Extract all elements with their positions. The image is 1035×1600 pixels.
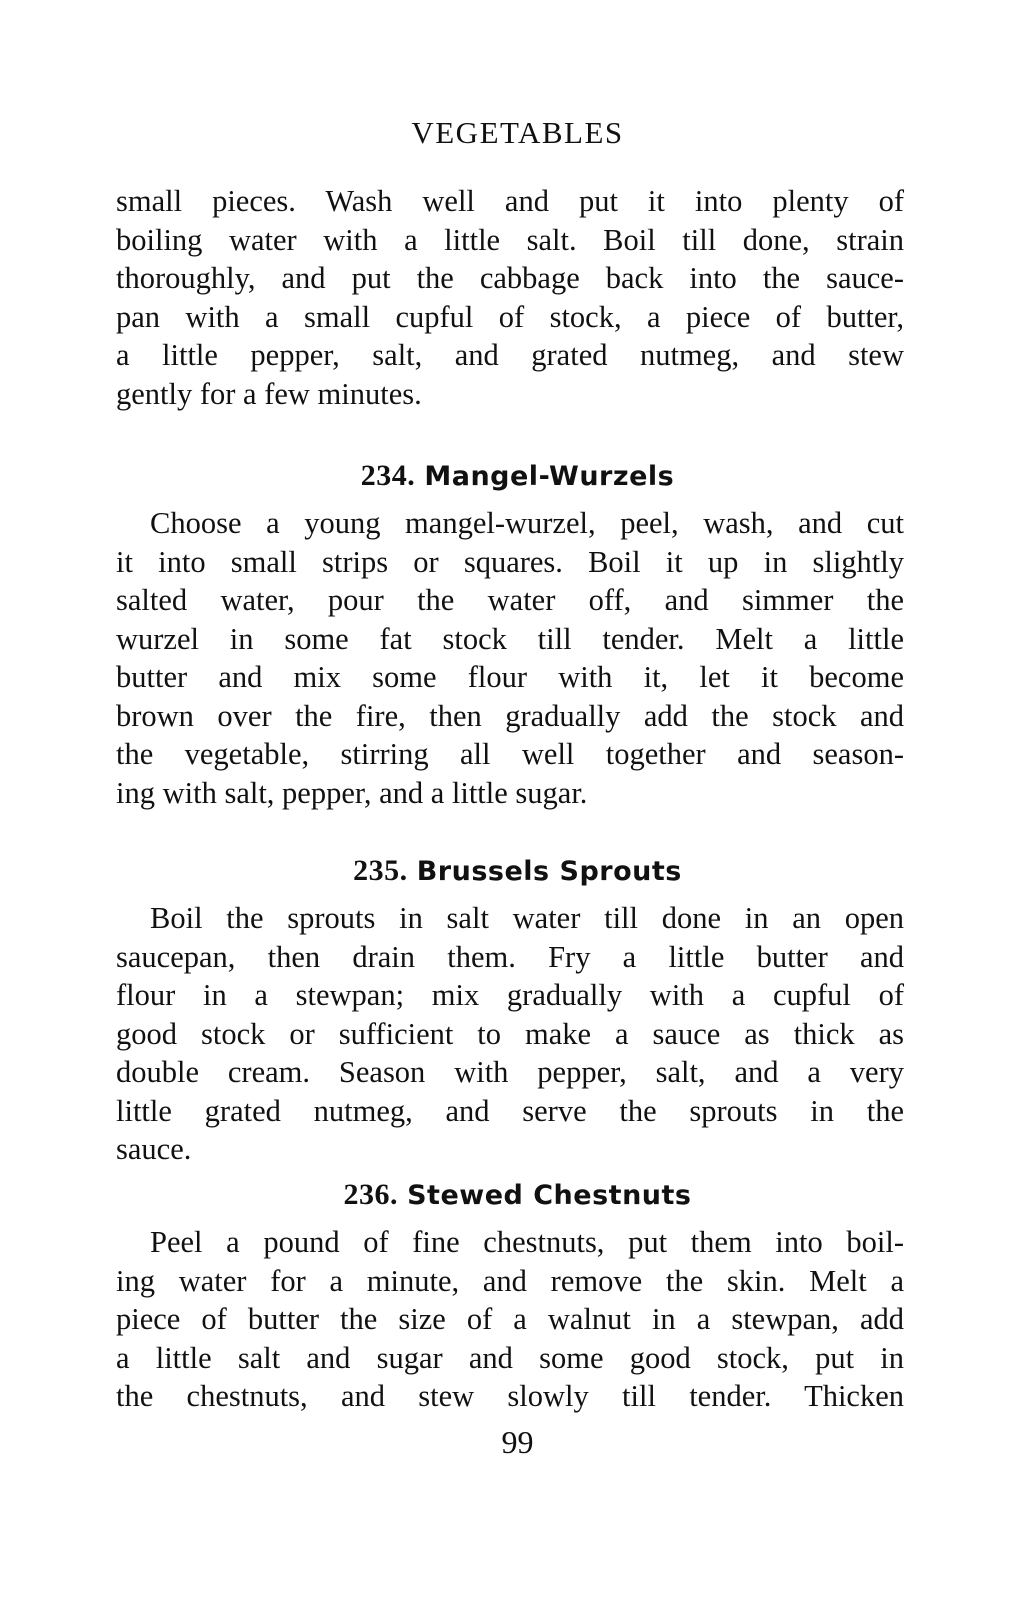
recipe-title: Stewed Chestnuts	[407, 1180, 692, 1211]
recipe-body-236	[116, 1223, 904, 1416]
text-line: Boil the sprouts in salt water till done in an open	[150, 901, 904, 935]
text-line: flour in a stewpan; mix gradually with a cupful of	[116, 978, 904, 1012]
text-line: Peel a pound of fine chestnuts, put them into boil-	[150, 1225, 904, 1259]
text-line: the chestnuts, and stew slowly till tender. Thicken	[116, 1379, 904, 1413]
text-line: gently for a few minutes.	[116, 376, 422, 411]
text-line: small pieces. Wash well and put it into plenty of	[116, 184, 904, 218]
running-head: VEGETABLES	[411, 115, 624, 150]
text-line: it into small strips or squares. Boil it up in slightly	[116, 544, 904, 579]
text-line: double cream. Season with pepper, salt, and a very	[116, 1055, 904, 1089]
text-line: wurzel in some fat stock till tender. Melt a little	[116, 621, 904, 656]
recipe-heading-235	[0, 853, 1035, 890]
text-line: a little pepper, salt, and grated nutmeg, and stew	[116, 338, 904, 372]
text-line: the vegetable, stirring all well together and season-	[116, 737, 904, 771]
recipe-body-235	[116, 899, 904, 1169]
text-line: butter and mix some flour with it, let it become	[116, 660, 904, 694]
recipe-title: Brussels Sprouts	[416, 856, 682, 887]
text-line: saucepan, then drain them. Fry a little butter and	[116, 939, 904, 974]
text-line: salted water, pour the water off, and simmer the	[116, 583, 904, 617]
page-number: 99	[501, 1424, 534, 1460]
text-line: a little salt and sugar and some good stock, put in	[116, 1340, 904, 1375]
recipe-body-234	[116, 504, 904, 812]
text-line: pan with a small cupful of stock, a piece of butter,	[116, 299, 904, 334]
text-line: ing water for a minute, and remove the skin. Melt a	[116, 1263, 904, 1298]
text-line: little grated nutmeg, and serve the sprouts in the	[116, 1093, 904, 1128]
recipe-heading-234	[0, 458, 1035, 495]
recipe-number: 236.	[343, 1178, 398, 1211]
text-line: sauce.	[116, 1132, 192, 1166]
text-line: ing with salt, pepper, and a little sugar.	[116, 775, 588, 810]
recipe-title: Mangel-Wurzels	[424, 461, 675, 492]
continuation-paragraph	[116, 182, 904, 413]
text-line: good stock or sufficient to make a sauce as thick as	[116, 1016, 904, 1051]
recipe-heading-236	[0, 1177, 1035, 1214]
text-line: boiling water with a little salt. Boil till done, strain	[116, 222, 904, 257]
text-line: thoroughly, and put the cabbage back into the sauce-	[116, 261, 904, 295]
text-line: brown over the fire, then gradually add the stock and	[116, 698, 904, 733]
recipe-number: 234.	[360, 459, 416, 492]
text-line: piece of butter the size of a walnut in a stewpan, add	[116, 1302, 904, 1336]
recipe-number: 235.	[353, 854, 408, 887]
text-line: Choose a young mangel-wurzel, peel, wash, and cut	[150, 506, 904, 540]
